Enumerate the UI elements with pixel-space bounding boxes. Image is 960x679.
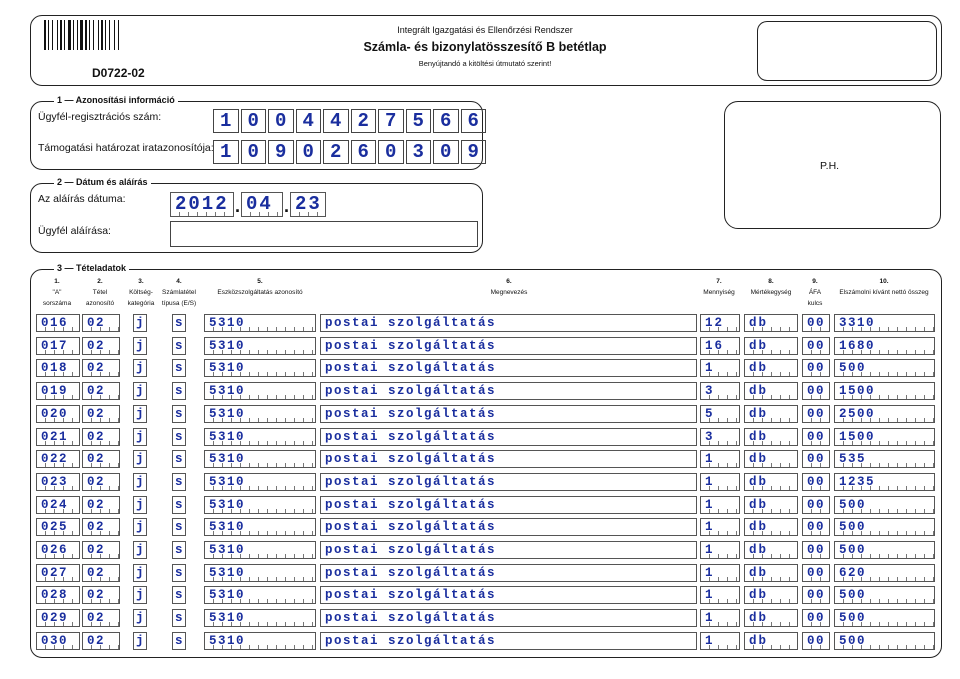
cell-eszk[interactable]: 5310 [204,496,316,514]
cell-kat[interactable]: j [133,609,147,627]
barcode [44,20,172,50]
cell-osszeg[interactable]: 620 [834,564,935,582]
cell-me[interactable]: db [744,337,798,355]
cell-a[interactable]: 019 [36,382,80,400]
cell-me[interactable]: db [744,609,798,627]
cell-osszeg[interactable]: 535 [834,450,935,468]
cell-osszeg[interactable]: 500 [834,359,935,377]
cell-a[interactable]: 017 [36,337,80,355]
column-header-number: 9. [812,278,818,285]
cell-megn[interactable]: postai szolgáltatás [320,428,697,446]
cell-a[interactable]: 021 [36,428,80,446]
cell-tip[interactable]: s [172,609,186,627]
section-3-title: 3 — Tételadatok [54,263,129,273]
cell-menny[interactable]: 1 [700,541,740,559]
cell-a[interactable]: 023 [36,473,80,491]
cell-megn[interactable]: postai szolgáltatás [320,541,697,559]
column-header-number: 10. [879,278,889,285]
form-code: D0722-02 [92,66,145,80]
digit-cell[interactable]: 0 [378,140,404,164]
cell-me[interactable]: db [744,450,798,468]
cell-megn[interactable]: postai szolgáltatás [320,586,697,604]
date-year[interactable]: 2012 [170,192,234,217]
column-header [743,276,799,309]
page-subtitle: Benyújtandó a kitöltési útmutató szerint! [418,59,552,68]
cell-osszeg[interactable]: 2500 [834,405,935,423]
cell-tetel[interactable]: 02 [82,609,120,627]
column-header-text: azonosító [85,300,115,307]
cell-afa[interactable]: 00 [802,337,830,355]
cell-eszk[interactable]: 5310 [204,428,316,446]
cell-osszeg[interactable]: 1500 [834,382,935,400]
cell-tetel[interactable]: 02 [82,586,120,604]
cell-kat[interactable]: j [133,632,147,650]
cell-kat[interactable]: j [133,496,147,514]
digit-cell[interactable]: 9 [461,140,487,164]
cell-a[interactable]: 020 [36,405,80,423]
cell-a[interactable]: 022 [36,450,80,468]
cell-eszk[interactable]: 5310 [204,405,316,423]
cell-tetel[interactable]: 02 [82,632,120,650]
cell-menny[interactable]: 1 [700,586,740,604]
cell-osszeg[interactable]: 500 [834,518,935,536]
cell-kat[interactable]: j [133,314,147,332]
date-day[interactable]: 23 [290,192,326,217]
column-header [798,276,832,309]
cell-tetel[interactable]: 02 [82,337,120,355]
column-header-number: 2. [97,278,103,285]
cell-osszeg[interactable]: 1500 [834,428,935,446]
cell-eszk[interactable]: 5310 [204,337,316,355]
cell-eszk[interactable]: 5310 [204,473,316,491]
cell-me[interactable]: db [744,382,798,400]
cell-eszk[interactable]: 5310 [204,609,316,627]
cell-me[interactable]: db [744,359,798,377]
column-header [694,276,744,309]
column-header-text: Elszámolni kívánt nettó összeg [839,289,929,296]
sign-date-field[interactable]: 2012 . 04 . 23 [170,192,326,217]
cell-osszeg[interactable]: 500 [834,586,935,604]
digit-cell[interactable]: 6 [433,109,459,133]
cell-a[interactable]: 026 [36,541,80,559]
cell-me[interactable]: db [744,541,798,559]
column-header-text [449,298,569,309]
digit-cell[interactable]: 1 [213,140,239,164]
cell-menny[interactable]: 1 [700,632,740,650]
column-header-text: kategória [127,300,155,307]
cell-afa[interactable]: 00 [802,541,830,559]
column-header [123,276,159,309]
cell-a[interactable]: 029 [36,609,80,627]
column-header-text: Mennyiség [703,289,735,296]
cell-menny[interactable]: 1 [700,518,740,536]
column-header [200,276,320,309]
page-title: Számla- és bizonylatösszesítő B betétlap [363,40,607,54]
office-stamp-box [757,21,937,81]
column-header-number: 1. [54,278,60,285]
column-header-text: sorszáma [42,300,72,307]
sign-date-label: Az aláírás dátuma: [38,193,126,205]
cell-eszk[interactable]: 5310 [204,632,316,650]
column-header-text: Költség- [129,289,153,296]
column-header [449,276,569,309]
column-header-number: 3. [138,278,144,285]
cell-me[interactable]: db [744,586,798,604]
cell-menny[interactable]: 3 [700,382,740,400]
column-header-text [694,298,744,309]
cell-tetel[interactable]: 02 [82,518,120,536]
cell-osszeg[interactable]: 1680 [834,337,935,355]
date-month[interactable]: 04 [241,192,283,217]
digit-cell[interactable]: 6 [461,109,487,133]
cell-afa[interactable]: 00 [802,450,830,468]
cell-afa[interactable]: 00 [802,496,830,514]
cell-tetel[interactable]: 02 [82,473,120,491]
cell-me[interactable]: db [744,473,798,491]
digit-cell[interactable]: 6 [351,140,377,164]
cell-tetel[interactable]: 02 [82,450,120,468]
cell-eszk[interactable]: 5310 [204,359,316,377]
cell-afa[interactable]: 00 [802,609,830,627]
cell-tip[interactable]: s [172,359,186,377]
cell-tetel[interactable]: 02 [82,428,120,446]
column-header-number: 8. [768,278,774,285]
cell-megn[interactable]: postai szolgáltatás [320,609,697,627]
cell-kat[interactable]: j [133,359,147,377]
decision-id-label: Támogatási határozat iratazonosítója: [38,142,214,154]
signature-label: Ügyfél aláírása: [38,225,111,237]
cell-a[interactable]: 024 [36,496,80,514]
cell-kat[interactable]: j [133,541,147,559]
cell-tip[interactable]: s [172,382,186,400]
digit-cell[interactable]: 2 [323,140,349,164]
cell-menny[interactable]: 16 [700,337,740,355]
cell-osszeg[interactable]: 500 [834,632,935,650]
cell-afa[interactable]: 00 [802,586,830,604]
cell-a[interactable]: 016 [36,314,80,332]
cell-megn[interactable]: postai szolgáltatás [320,564,697,582]
column-header-text: típusa (E/S) [161,300,197,307]
column-header-text: "A" [52,289,62,296]
cell-a[interactable]: 027 [36,564,80,582]
column-header [77,276,123,309]
digit-cell[interactable]: 2 [351,109,377,133]
cell-eszk[interactable]: 5310 [204,314,316,332]
cell-tip[interactable]: s [172,337,186,355]
cell-afa[interactable]: 00 [802,632,830,650]
cell-afa[interactable]: 00 [802,382,830,400]
cell-me[interactable]: db [744,405,798,423]
digit-cell[interactable]: 0 [268,109,294,133]
cell-eszk[interactable]: 5310 [204,586,316,604]
column-header-text: Mértékegység [750,289,792,296]
cell-osszeg[interactable]: 3310 [834,314,935,332]
cell-tip[interactable]: s [172,541,186,559]
cell-a[interactable]: 028 [36,586,80,604]
cell-kat[interactable]: j [133,450,147,468]
cell-tip[interactable]: s [172,632,186,650]
cell-me[interactable]: db [744,314,798,332]
column-header-text: Tétel [92,289,108,296]
cell-menny[interactable]: 12 [700,314,740,332]
cell-a[interactable]: 025 [36,518,80,536]
cell-me[interactable]: db [744,496,798,514]
cell-afa[interactable]: 00 [802,473,830,491]
column-header-number: 4. [176,278,182,285]
column-header-text: Megnevezés [490,289,528,296]
cell-me[interactable]: db [744,428,798,446]
cell-tip[interactable]: s [172,564,186,582]
digit-cell[interactable]: 9 [268,140,294,164]
cell-eszk[interactable]: 5310 [204,541,316,559]
cell-eszk[interactable]: 5310 [204,382,316,400]
column-header-number: 7. [716,278,722,285]
cell-tip[interactable]: s [172,405,186,423]
cell-megn[interactable]: postai szolgáltatás [320,496,697,514]
cell-kat[interactable]: j [133,564,147,582]
cell-megn[interactable]: postai szolgáltatás [320,473,697,491]
cell-tip[interactable]: s [172,586,186,604]
digit-cell[interactable]: 5 [406,109,432,133]
cell-menny[interactable]: 5 [700,405,740,423]
cell-kat[interactable]: j [133,382,147,400]
column-header-text [829,298,939,309]
digit-cell[interactable]: 0 [241,140,267,164]
cell-osszeg[interactable]: 500 [834,496,935,514]
column-header-number: 5. [257,278,263,285]
cell-tip[interactable]: s [172,518,186,536]
cell-menny[interactable]: 1 [700,609,740,627]
cell-kat[interactable]: j [133,473,147,491]
cell-tip[interactable]: s [172,314,186,332]
digit-cell[interactable]: 4 [296,109,322,133]
cell-megn[interactable]: postai szolgáltatás [320,405,697,423]
column-header [829,276,939,309]
cell-tetel[interactable]: 02 [82,359,120,377]
cell-afa[interactable]: 00 [802,428,830,446]
column-header-number: 6. [506,278,512,285]
cell-megn[interactable]: postai szolgáltatás [320,314,697,332]
signature-field[interactable] [170,221,478,247]
cell-me[interactable]: db [744,564,798,582]
cell-me[interactable]: db [744,632,798,650]
cell-eszk[interactable]: 5310 [204,564,316,582]
cell-osszeg[interactable]: 500 [834,609,935,627]
cell-osszeg[interactable]: 500 [834,541,935,559]
cell-tetel[interactable]: 02 [82,496,120,514]
column-header [156,276,202,309]
cell-menny[interactable]: 1 [700,496,740,514]
cell-megn[interactable]: postai szolgáltatás [320,518,697,536]
system-name: Integrált Igazgatási és Ellenőrzési Rendszer [397,25,573,35]
digit-cell[interactable]: 4 [323,109,349,133]
cell-menny[interactable]: 1 [700,450,740,468]
cell-afa[interactable]: 00 [802,405,830,423]
decision-id-field[interactable] [213,140,488,164]
cell-me[interactable]: db [744,518,798,536]
client-id-label: Ügyfél-regisztrációs szám: [38,111,162,123]
cell-menny[interactable]: 1 [700,473,740,491]
cell-tip[interactable]: s [172,450,186,468]
cell-megn[interactable]: postai szolgáltatás [320,450,697,468]
cell-megn[interactable]: postai szolgáltatás [320,359,697,377]
column-header-text [743,298,799,309]
cell-tetel[interactable]: 02 [82,541,120,559]
cell-menny[interactable]: 1 [700,564,740,582]
column-header-text [200,298,320,309]
cell-megn[interactable]: postai szolgáltatás [320,337,697,355]
cell-megn[interactable]: postai szolgáltatás [320,382,697,400]
cell-tetel[interactable]: 02 [82,382,120,400]
cell-megn[interactable]: postai szolgáltatás [320,632,697,650]
section-2-title: 2 — Dátum és aláírás [54,177,151,187]
cell-tetel[interactable]: 02 [82,564,120,582]
cell-afa[interactable]: 00 [802,359,830,377]
digit-cell[interactable]: 7 [378,109,404,133]
cell-kat[interactable]: j [133,428,147,446]
cell-tetel[interactable]: 02 [82,405,120,423]
cell-menny[interactable]: 3 [700,428,740,446]
cell-a[interactable]: 018 [36,359,80,377]
cell-kat[interactable]: j [133,586,147,604]
digit-cell[interactable]: 0 [433,140,459,164]
digit-cell[interactable]: 1 [213,109,239,133]
cell-a[interactable]: 030 [36,632,80,650]
cell-kat[interactable]: j [133,337,147,355]
digit-cell[interactable]: 3 [406,140,432,164]
cell-eszk[interactable]: 5310 [204,518,316,536]
client-id-field[interactable] [213,109,488,133]
column-header-text: Eszközszolgáltatás azonosító [217,289,303,296]
cell-afa[interactable]: 00 [802,564,830,582]
section-1-title: 1 — Azonosítási információ [54,95,178,105]
cell-tip[interactable]: s [172,473,186,491]
column-header-text: kulcs [807,300,823,307]
digit-cell[interactable]: 0 [241,109,267,133]
cell-eszk[interactable]: 5310 [204,450,316,468]
cell-menny[interactable]: 1 [700,359,740,377]
cell-afa[interactable]: 00 [802,518,830,536]
cell-kat[interactable]: j [133,405,147,423]
cell-kat[interactable]: j [133,518,147,536]
cell-osszeg[interactable]: 1235 [834,473,935,491]
column-header-text: ÁFA [808,289,822,296]
cell-afa[interactable]: 00 [802,314,830,332]
cell-tip[interactable]: s [172,428,186,446]
stamp-label: P.H. [820,160,840,172]
column-header-text: Számlatétel [162,289,196,296]
digit-cell[interactable]: 0 [296,140,322,164]
cell-tip[interactable]: s [172,496,186,514]
cell-tetel[interactable]: 02 [82,314,120,332]
